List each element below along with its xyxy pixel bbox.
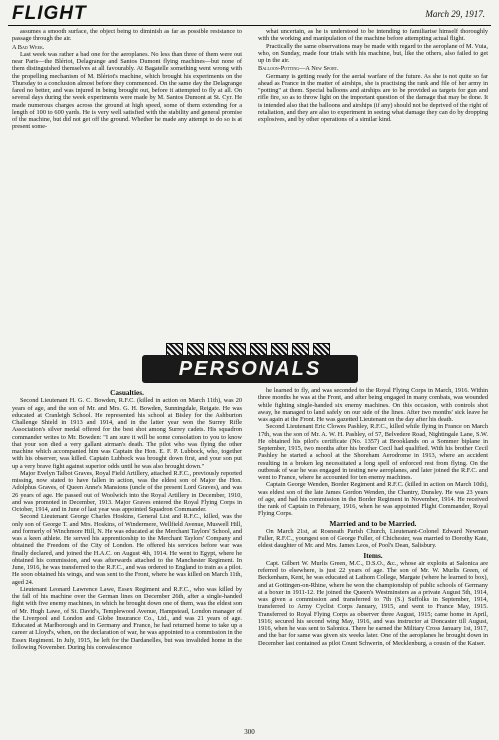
- banner-title: PERSONALS: [178, 357, 322, 380]
- magazine-logo: FLIGHT: [12, 3, 87, 24]
- paragraph: Practically the same observations may be made with regard to the aeroplane of M. Vuia, who, on Sunday, made four trials with his machine, but, like the others, also failed to get up in the air.: [258, 42, 488, 64]
- page-header: [8, 3, 491, 27]
- paragraph: he learned to fly, and was seconded to the Royal Flying Corps in March, 1916. Within three months he was at the Front, and after being engaged in many combats, was wounded while fighting single-handed six enemy machines. On this occasion, with controls shot away, he managed to land safely on our side of the lines. After two months' sick leave he was again at the Front. He was gazetted Lieutenant on the day after his death.: [258, 387, 488, 423]
- paragraph: On March 21st, at Rosneath Parish Church, Lieutenant-Colonel Edward Newman Fuller, R.F.C., youngest son of George Fuller, of Chichester, was married to Dorothy Kate, eldest daughter of Mr. and Mrs. James Leos, of Pool's Dean, Salisbury.: [258, 527, 488, 550]
- paragraph: Germany is getting ready for the aerial warfare of the future. As she is not quite so far ahead as France in the matter of airships, she is practising the rank and file of her army in "potting" at them. Special balloons and airships are to be provided as targets for gun and rifle fire, so as to throw light on the important question of the damage that may be done. It is intended also that the balloons and airships (if any) should not be deprived of the right of retaliation, and they are also to experiment in seeing what damage they can do by dropping explosives, and by other operations of a similar kind.: [258, 72, 488, 123]
- top-left-column: [12, 28, 242, 131]
- paragraph: Capt. Gilbert W. Murlis Green, M.C., D.S.O., &c., whose air exploits at Salonica are referred to elsewhere, is just 22 years of age. The son of Mr. W. Murlis Green, of Beckenham, Kent, he was educated at Lathom College, Margate (where he learned to box), and at Gottingen-on-Rhine, where he won the championship of public schools of Germany at a boxer in 1911-12. He joined the Queen's Westminsters as a private August 5th, 1914, was given a commission and transferred to 7th (S.) Suffolks in September, 1914, transferred to Army Cyclist Corps January, 1915, and went to France May, 1915. Transferred to Royal Flying Corps as observer three August, 1915; came home in April, 1916; secured his second wing May, 1916, and was instructor at Doncaster till August, 1916, when he was sent to Salonica. There he earned the Military Cross January 1st, 1917, and the bar for same was given six weeks later. One of the aeroplanes he brought down in December last contained as pilot Count Schwerin, of Mecklenburg, a cousin of the Kaiser.: [258, 559, 488, 647]
- banner-title-plate: [142, 355, 358, 383]
- issue-date: March 29, 1917.: [425, 9, 485, 19]
- paragraph: Second Lieutenant George Charles Hoskins, General List and R.F.C., killed, was the only son of George T. and Mrs. Hoskins, of Windermere, Wellfield Avenue, Muswell Hill, and formerly of Winchmore Hill, N. He was educated at the Merchant Taylors' School, and was a keen athlete. He served his apprenticeship to the Merchant Taylors' Company and obtained the Freedom of the City of London. He offered his services before war was finally declared, and joined the H.A.C. on August 4th, 1914. He went to Egypt, where he obtained his commission, and was afterwards attached to the Manchester Regiment. In June, 1916, he was transferred to the R.F.C., and was ordered to England to train as a pilot. He soon obtained his wings, and was sent to the Front, where he was killed on March 11th, aged 24.: [12, 513, 242, 586]
- lower-left-column: [12, 387, 242, 651]
- subheading: Balloon-Potting—A New Sport.: [258, 65, 339, 73]
- paragraph: Second Lieutenant H. G. C. Bowden, R.F.C. (killed in action on March 11th), was 20 years of age, and the son of Mr. and Mrs. G. H. Bowden, Sunningdale, Reigate. He was educated at Cranleigh School. He represented his school at Bisley for the Ashburton Challenge Shield in 1913 and 1914, and in the latter year won the Surrey Rifle Association's silver medal offered for the best shot among Surrey cadets. His squadron commander writes to Mr. Bowden: "I am sure it will be some consolation to you to know that your son died a very gallant airman's death. The pilot who was flying the other machine which accompanied him was Captain the Hon. E. F. P. Lubbock, who, together with his observer, was killed. Captain Lubbock was brought down first, and your son put up a very brave fight against superior odds until he was also brought down.": [12, 397, 242, 470]
- personals-banner: [12, 343, 488, 383]
- paragraph: Last week was rather a bad one for the aeroplanes. No less than three of them were out near Paris—the Blériot, Delagrange and Santos Dumont flying machines—but none of them distinguished themselves at all favourably. At Bagatelle something went wrong with the propelling mechanism of M. Blériot's machine, which brought his experiments on the Thursday to a conclusion almost before they commenced. On the same day the Delagrange fared no better, and was injured in being brought out, before it attempted to fly at all. On several days during the week experiments were made by M. Santos Dumont at St. Cyr. He made numerous charges across the ground at high speed, some of them extending for a length of 100 to 600 yards. He is very well satisfied with the stability and general promise of the machine, but did not get off the ground. Whether he made any attempt to do so is at present some-: [12, 50, 242, 131]
- paragraph: assumes a smooth surface, the object being to diminish as far as possible resistance to passage through the air.: [12, 28, 242, 43]
- top-right-column: [258, 28, 488, 123]
- paragraph: Major Evelyn Talbot Graves, Royal Field Artillery, attached R.F.C., previously reported missing, now stated to have fallen in action, was the eldest son of Major the Hon. Adolphus Graves, of Queen Anne's Mansions (uncle of the present Lord Graves), and was 26 years of age. He passed out of Woolwich into the Royal Artillery in December, 1910, and was promoted in December, 1913. Major Graves entered the Royal Flying Corps in October, 1914, and in June of last year was appointed Squadron Commander.: [12, 469, 242, 513]
- section-heading: Items.: [363, 550, 383, 560]
- paragraph: what uncertain, as he is understood to be intending to familiarise himself thoroughly with the working and manipulation of the machine before attempting actual flight.: [258, 28, 488, 43]
- section-heading: Casualties.: [110, 388, 144, 397]
- page-number: 300: [244, 728, 255, 736]
- paragraph: Captain George Wenden, Border Regiment and R.F.C. (killed in action on March 10th), was eldest son of the late James Gordon Wenden, the Chantry, Dunsley. He was 23 years of age, and had his commission in the Border Regiment in November, 1914. He received the rank of Captain in February, 1916, when he was appointed Flight Commander, Royal Flying Corps.: [258, 481, 488, 518]
- section-heading: Married and to be Married.: [329, 518, 417, 528]
- paragraph: Lieutenant Leonard Lawrence Lawe, Essex Regiment and R.F.C., who was killed by the fall of his machine over the German lines on December 26th, after a single-handed fight with five enemy machines, in which he brought down one of them, was the eldest son of Mr. Hugh Lawe, of St. David's, Templewood Avenue, Hampstead, London manager of the Liverpool and London and Globe Insurance Co., Ltd., and was 21 years of age. Educated at Marlborough and in Germany and France, he had returned home to take up a career at Lloyd's, when, on the declaration of war, he was appointed to a commission in the Essex Regiment. In July, 1915, he left for the Dardanelles, but was invalided home in the following November. During his convalescence: [12, 585, 242, 651]
- lower-right-column: [258, 387, 488, 647]
- subheading: A Bad Week.: [12, 43, 45, 51]
- paragraph: Second Lieutenant Eric Clowes Pashley, R.F.C., killed while flying in France on March 17th, was the son of Mr. A. W. H. Pashley, of 57, Belvedere Road, Nightingale Lane, S.W. He obtained his pilot's certificate (No. 1357) at Brooklands on a Sommer biplane in September, 1915, two months after his brother Cecil had qualified. With his brother Cecil Pashley he started a school at the Shoreham Aerodrome in 1913, where an accident resulting in a broken leg necessitated a long spell of enforced rest from flying. On the outbreak of war he was engaged in testing new aeroplanes, and later joined the R.F.C. and went to France, where he accounted for ten enemy machines.: [258, 423, 488, 481]
- header-rule: [8, 25, 491, 26]
